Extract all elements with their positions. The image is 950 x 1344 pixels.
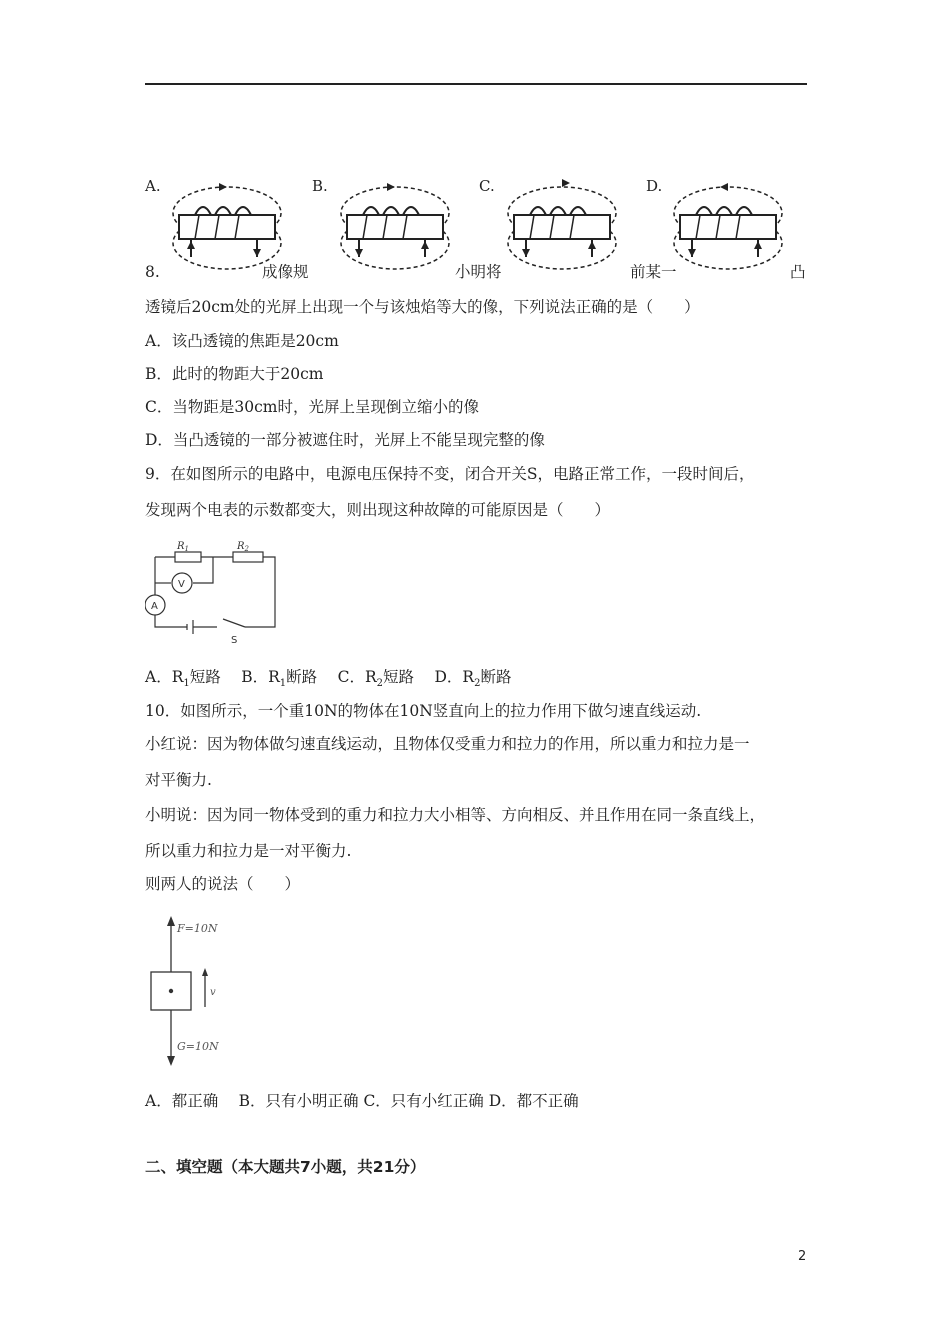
q8-option-b: B．此时的物距大于20cm bbox=[145, 365, 324, 383]
q10-line-6: 则两人的说法（ ） bbox=[145, 875, 301, 893]
q7-option-b-label: B. bbox=[312, 177, 328, 195]
solenoid-figure-d bbox=[666, 175, 791, 275]
voltmeter-label: V bbox=[178, 579, 185, 590]
svg-text:R2 bbox=[236, 541, 250, 553]
header-rule bbox=[145, 83, 807, 85]
force-diagram bbox=[145, 912, 235, 1070]
force-g-label: G=10N bbox=[177, 1040, 219, 1053]
q8-option-c: C．当物距是30cm时，光屏上呈现倒立缩小的像 bbox=[145, 398, 479, 416]
velocity-label: v bbox=[210, 987, 216, 998]
q7-option-d-label: D. bbox=[646, 177, 663, 195]
circuit-diagram bbox=[145, 535, 285, 650]
q9-option-c: C．$R_2$短路 bbox=[337, 668, 415, 690]
q9-option-d: D．$R_2$断路 bbox=[434, 668, 512, 690]
solenoid-figure-a bbox=[165, 175, 290, 275]
q8-line-2: 透镜后20cm处的光屏上出现一个与该烛焰等大的像，下列说法正确的是（ ） bbox=[145, 298, 700, 316]
q9-line-1: 9．在如图所示的电路中，电源电压保持不变，闭合开关S，电路正常工作，一段时间后， bbox=[145, 465, 755, 483]
q10-line-5: 所以重力和拉力是一对平衡力. bbox=[145, 842, 352, 860]
r2-label: R bbox=[237, 541, 245, 552]
r1-label-sub: 1 bbox=[184, 545, 189, 553]
switch-label: S bbox=[231, 635, 238, 646]
q8-option-d: D．当凸透镜的一部分被遮住时，光屏上不能呈现完整的像 bbox=[145, 431, 545, 449]
q7-option-a-label: A. bbox=[145, 177, 161, 195]
r1-label: R bbox=[177, 541, 185, 552]
q9-options bbox=[145, 667, 511, 694]
q9-option-a: A．$R_1$短路 bbox=[145, 668, 221, 690]
q10-line-1: 10．如图所示，一个重10N的物体在10N竖直向上的拉力作用下做匀速直线运动. bbox=[145, 702, 702, 720]
q8-fragment-2: 小明将 bbox=[455, 263, 502, 281]
solenoid-figure-c bbox=[500, 175, 625, 275]
q8-fragment-3: 前某一 bbox=[630, 263, 677, 281]
q8-number: 8. bbox=[145, 263, 160, 281]
ammeter-label: A bbox=[151, 601, 158, 612]
svg-text:R1 bbox=[176, 541, 189, 553]
q10-line-4: 小明说：因为同一物体受到的重力和拉力大小相等、方向相反、并且作用在同一条直线上， bbox=[145, 806, 766, 824]
q10-line-2: 小红说：因为物体做匀速直线运动，且物体仅受重力和拉力的作用，所以重力和拉力是一 bbox=[145, 735, 750, 753]
q9-option-b: B．$R_1$断路 bbox=[241, 668, 318, 690]
force-f-label: F=10N bbox=[177, 922, 218, 935]
q10-options: A．都正确 B．只有小明正确 C．只有小红正确 D．都不正确 bbox=[145, 1092, 579, 1110]
solenoid-figure-b bbox=[333, 175, 458, 275]
q8-fragment-4: 凸 bbox=[790, 263, 806, 281]
q8-fragment-1: 成像规 bbox=[262, 263, 309, 281]
q8-option-a: A．该凸透镜的焦距是20cm bbox=[145, 332, 339, 350]
page-number: 2 bbox=[798, 1249, 807, 1264]
q9-line-2: 发现两个电表的示数都变大，则出现这种故障的可能原因是（ ） bbox=[145, 501, 611, 519]
r2-label-sub: 2 bbox=[244, 545, 249, 553]
section-2-title: 二、填空题（本大题共7小题，共21分） bbox=[145, 1158, 426, 1176]
q7-option-c-label: C. bbox=[479, 177, 495, 195]
q10-line-3: 对平衡力. bbox=[145, 771, 212, 789]
